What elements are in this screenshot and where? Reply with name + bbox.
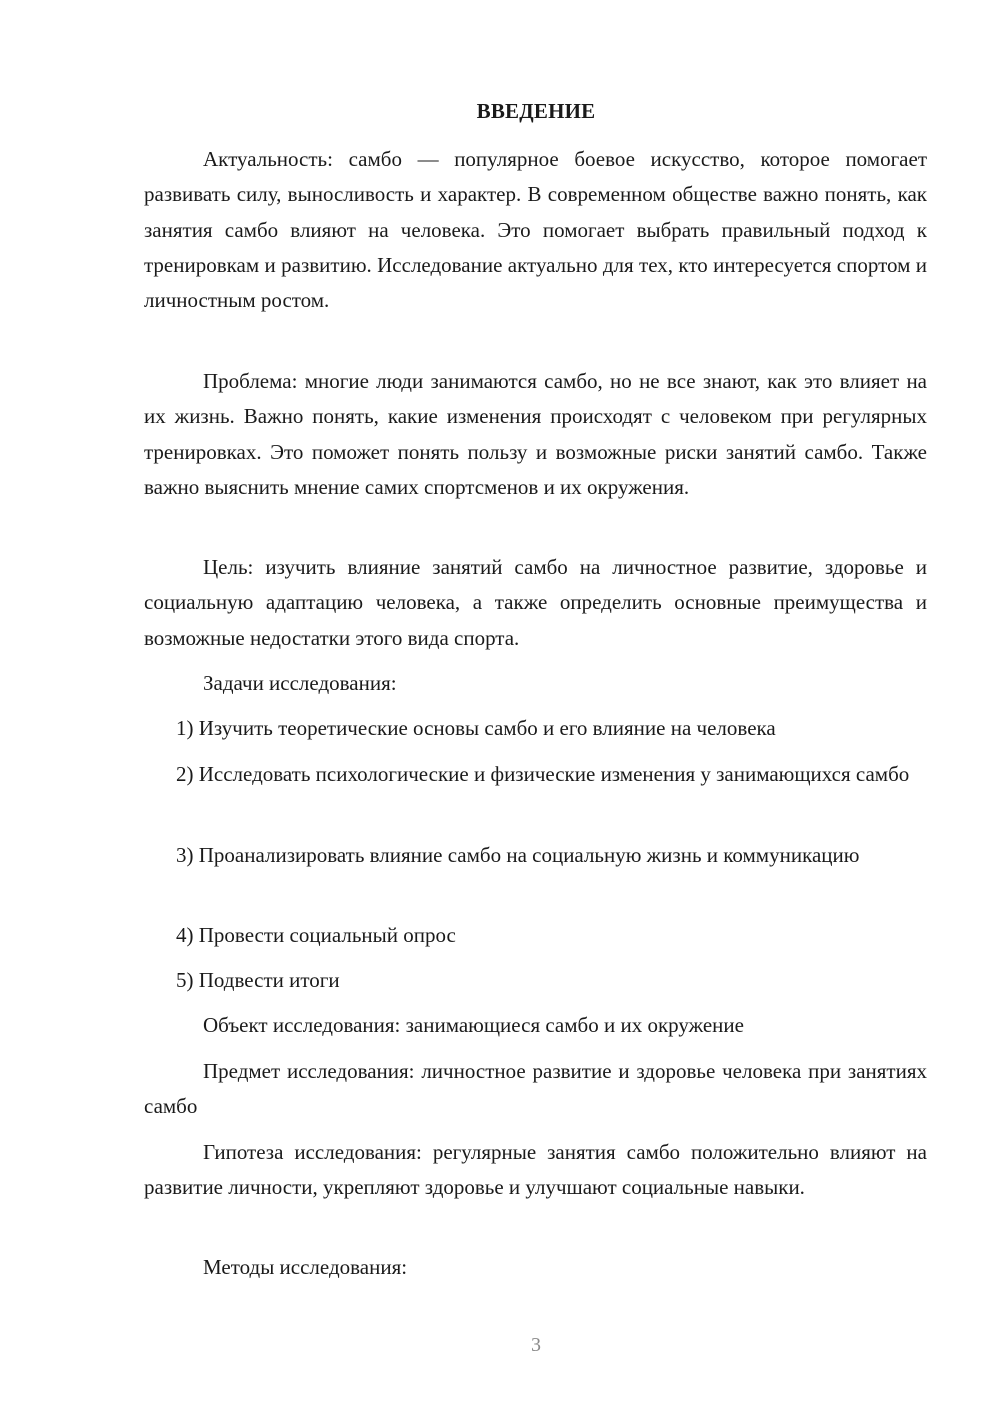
task-item-4: 4) Провести социальный опрос — [176, 923, 456, 947]
paragraph-relevance: Актуальность: самбо — популярное боевое искусство, которое помогает развивать силу, выносливость и характер. В современном обществе важно понять, как занятия самбо влияют на человека. Это помогает выбрать правильный подход к тренировкам и развитию. Исследование актуально для тех, кто интересуется спортом и личностным ростом. — [144, 147, 927, 313]
task-item-3: 3) Проанализировать влияние самбо на социальную жизнь и коммуникацию — [176, 843, 860, 867]
paragraph-goal: Цель: изучить влияние занятий самбо на личностное развитие, здоровье и социальную адаптацию человека, а также определить основные преимущества и возможные недостатки этого вида спорта. — [144, 555, 927, 650]
methods-heading: Методы исследования: — [203, 1255, 408, 1279]
paragraph-problem: Проблема: многие люди занимаются самбо, но не все знают, как это влияет на их жизнь. Важно понять, какие изменения происходят с человеком при регулярных тренировках. Это поможет понять пользу и возможные риски занятий самбо. Также важно выяснить мнение самих спортсменов и их окружения. — [144, 369, 927, 499]
page-title: ВВЕДЕНИЕ — [476, 99, 596, 123]
tasks-heading: Задачи исследования: — [203, 671, 397, 695]
paragraph-subject: Предмет исследования: личностное развитие и здоровье человека при занятиях самбо — [144, 1059, 927, 1119]
task-item-1: 1) Изучить теоретические основы самбо и его влияние на человека — [176, 716, 776, 740]
paragraph-hypothesis: Гипотеза исследования: регулярные занятия самбо положительно влияют на развитие личности, укрепляют здоровье и улучшают социальные навыки. — [144, 1140, 927, 1200]
task-item-2: 2) Исследовать психологические и физические изменения у занимающихся самбо — [176, 762, 910, 786]
page-number: 3 — [531, 1334, 541, 1356]
paragraph-object: Объект исследования: занимающиеся самбо и их окружение — [203, 1013, 744, 1037]
task-item-5: 5) Подвести итоги — [176, 968, 340, 992]
